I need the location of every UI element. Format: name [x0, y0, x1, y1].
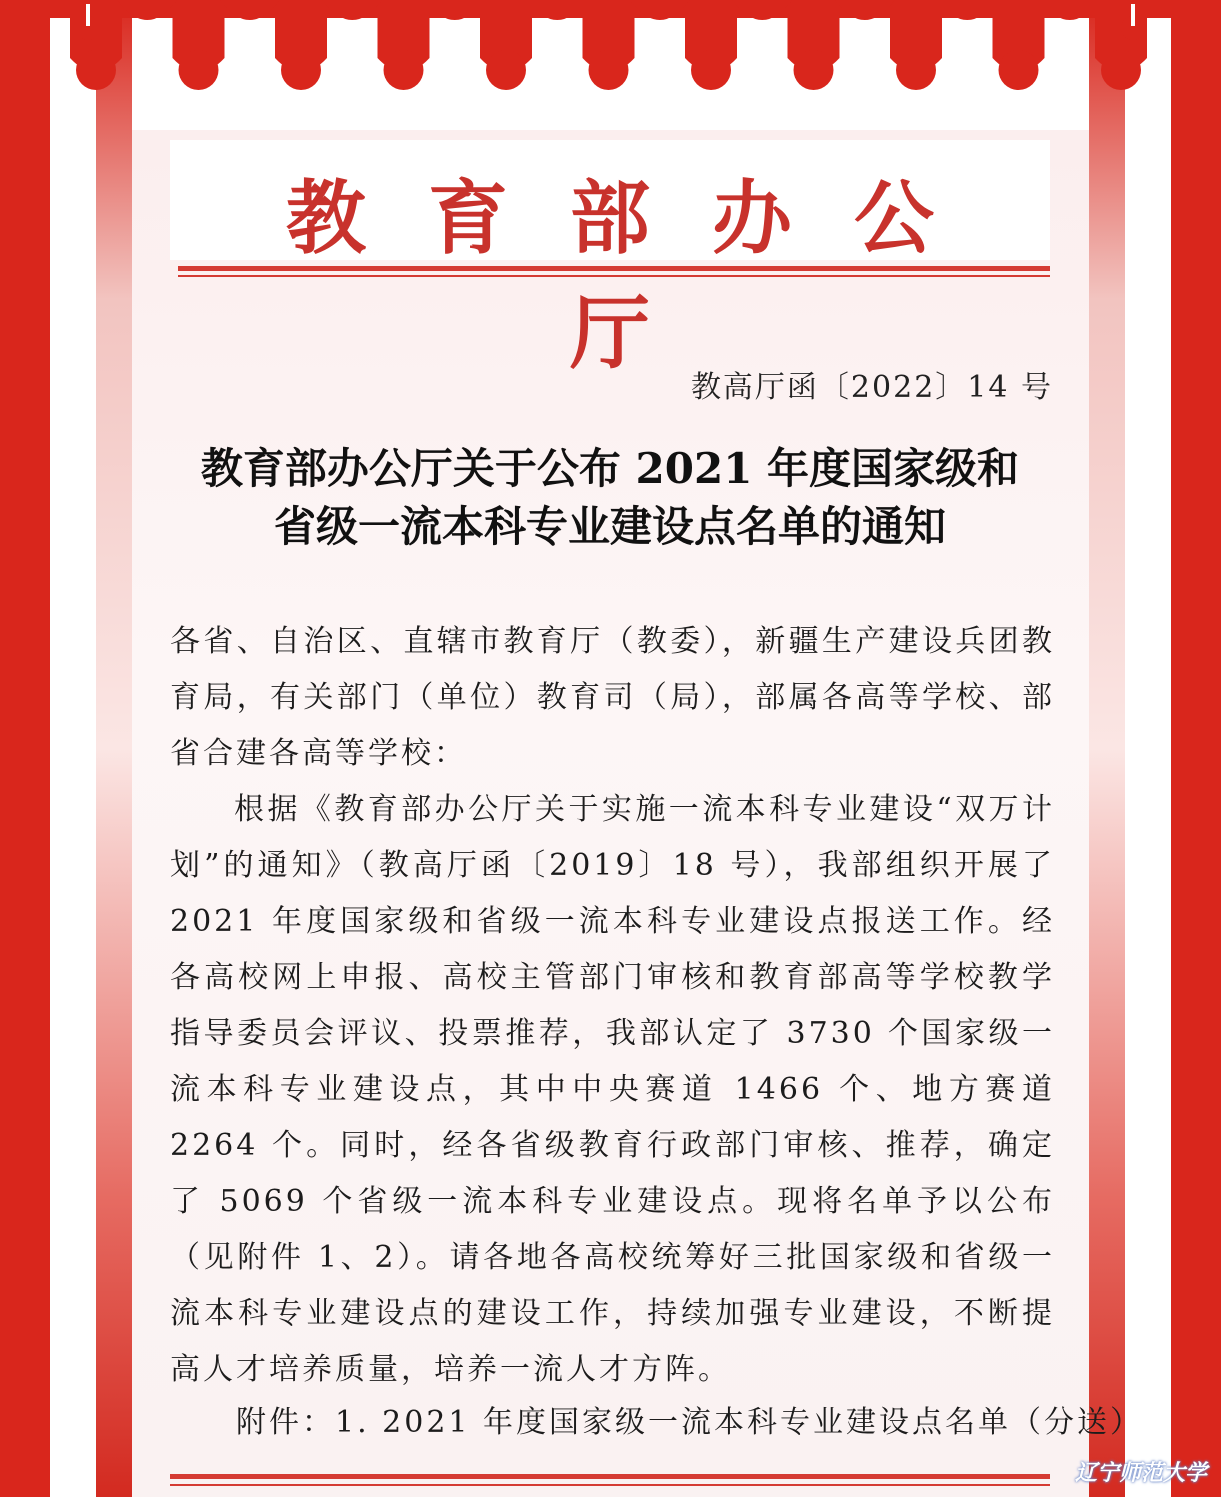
scallop-arc [117, 0, 177, 20]
document-title-line-1: 教育部办公厅关于公布 2021 年度国家级和 [200, 444, 1020, 493]
scallop-arc [527, 0, 587, 20]
left-border [0, 0, 50, 1497]
scallop-ball [999, 50, 1039, 90]
scallop-ball [281, 50, 321, 90]
scallop-arc [220, 0, 280, 20]
scallop-ball [691, 50, 731, 90]
attachment-line: 附件：1. 2021 年度国家级一流本科专业建设点名单（分送） [236, 1405, 1144, 1440]
body-paragraph: 根据《教育部办公厅关于实施一流本科专业建设“双万计划”的通知》（教高厅函〔2019〕18 号），我部组织开展了 2021 年度国家级和省级一流本科专业建设点报送工作。经各高校网上申报、高校主管部门审核和教育部高等学校教学指导委员会评议、投票推荐，我部认定了 3730 个国家级一流本科专业建设点，其中中央赛道 1466 个、地方赛道 2264 个。同时，经各省级教育行政部门审核、推荐，确定了 5069 个省级一流本科专业建设点。现将名单予以公布（见附件 1、2）。请各地各高校统筹好三批国家级和省级一流本科专业建设点的建设工作，持续加强专业建设，不断提高人才培养质量，培养一流人才方阵。 [170, 792, 1055, 1387]
scallop-ball [384, 50, 424, 90]
document-title-line-2: 省级一流本科专业建设点名单的通知 [273, 502, 946, 551]
document-number: 教高厅函〔2022〕14 号 [690, 370, 1053, 405]
scallop-arc [835, 0, 895, 20]
scallop-arc [630, 0, 690, 20]
scallop-ball [486, 50, 526, 90]
scallop-arc [732, 0, 792, 20]
document-title [170, 440, 1050, 556]
document-body [170, 614, 1055, 1398]
scallop-arc [937, 0, 997, 20]
footer-rule-thin [170, 1484, 1050, 1486]
salutation: 各省、自治区、直辖市教育厅（教委），新疆生产建设兵团教育局，有关部门（单位）教育司（局），部属各高等学校、部省合建各高等学校： [170, 624, 1055, 771]
scallop-ball [896, 50, 936, 90]
scalloped-curtain-decoration [50, 0, 1171, 110]
scallop-ball [1101, 50, 1141, 90]
letterhead-title: 教育部办公厅 [286, 171, 996, 380]
footer-rule-thick [170, 1474, 1050, 1479]
scallop-ball [589, 50, 629, 90]
scallop-arc [1040, 0, 1100, 20]
scallop-ball [794, 50, 834, 90]
scallop-arc [322, 0, 382, 20]
watermark-logo: 辽宁师范大学 [1074, 1461, 1207, 1486]
scallop-arc [425, 0, 485, 20]
left-gradient-stripe [96, 0, 132, 1497]
letterhead [170, 140, 1050, 380]
letterhead-rule-thin [178, 275, 1050, 277]
scallop-ball [179, 50, 219, 90]
right-gradient-stripe [1089, 0, 1125, 1497]
letterhead-rule-thick [178, 266, 1050, 271]
right-border [1171, 0, 1221, 1497]
scallop-ball [76, 50, 116, 90]
